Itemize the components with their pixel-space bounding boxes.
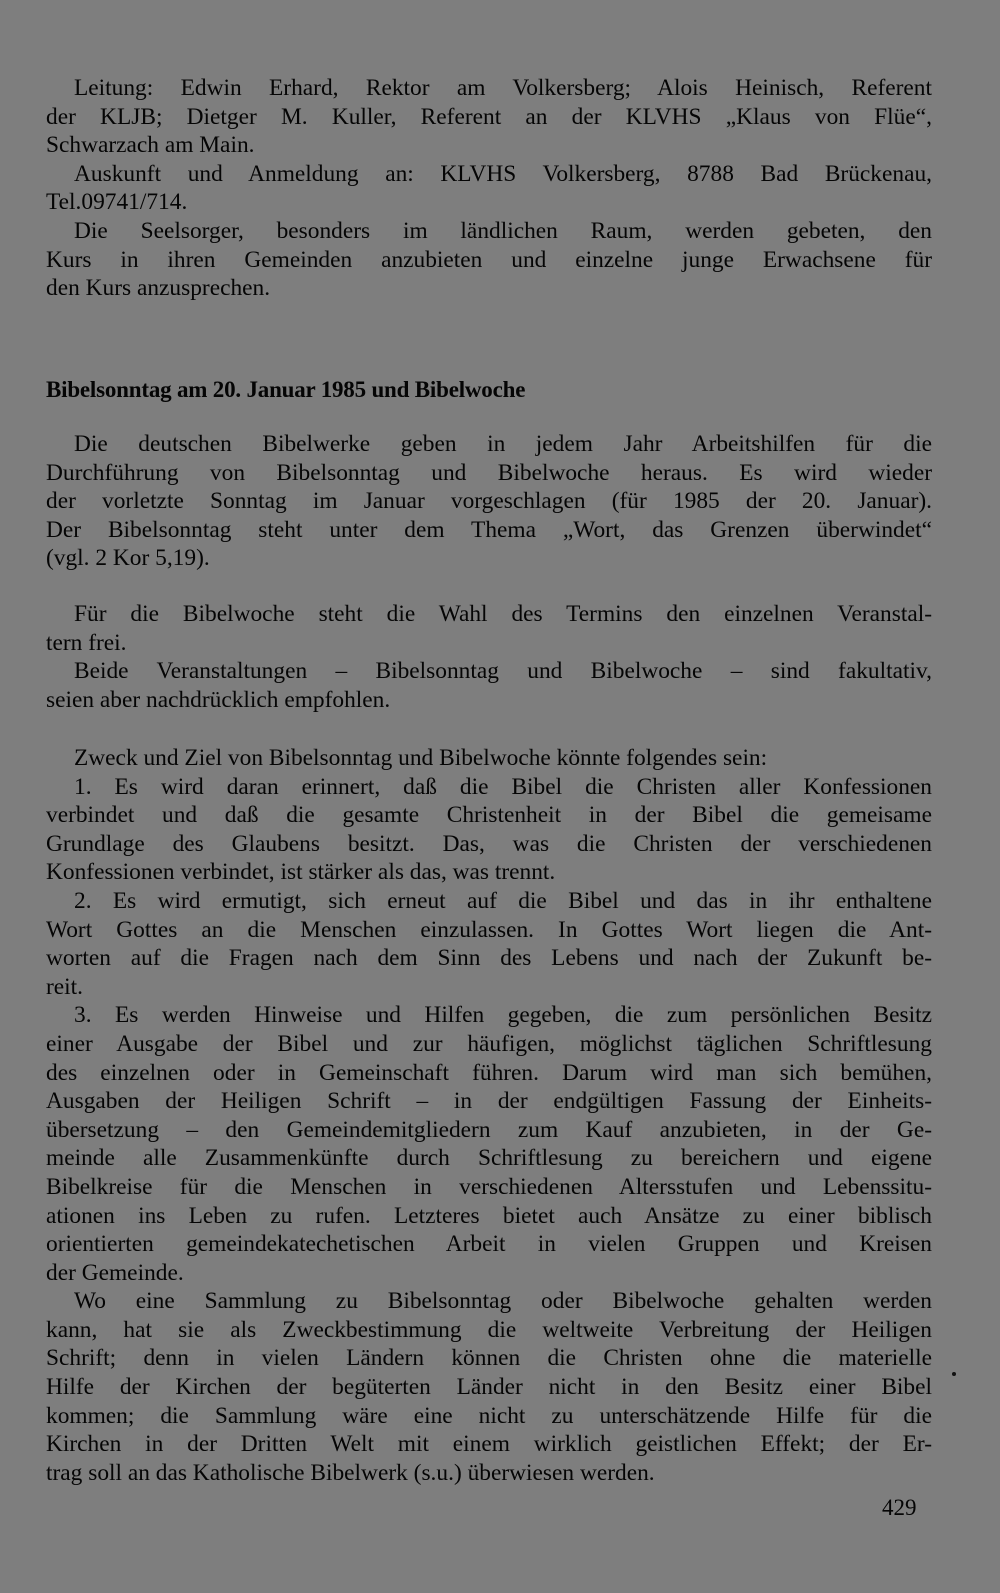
margin-dot [952, 1372, 956, 1376]
text-line: Schwarzach am Main. [46, 132, 255, 159]
page-number: 429 [882, 1495, 917, 1520]
text-line: meinde alle Zusammenkünfte durch Schriftlesung zu bereichern und eigene [46, 1145, 932, 1172]
text-line: Konfessionen verbindet, ist stärker als das, was trennt. [46, 859, 556, 886]
text-line: verbindet und daß die gesamte Christenheit in der Bibel die gemeisame [46, 802, 932, 829]
text-line: Kirchen in der Dritten Welt mit einem wirklich geistlichen Effekt; der Er- [46, 1431, 932, 1458]
purpose-paragraphs [46, 744, 932, 1487]
text-line: Bibelkreise für die Menschen in verschiedenen Altersstufen und Lebenssitu- [46, 1173, 932, 1200]
text-line: 1. Es wird daran erinnert, daß die Bibel die Christen aller Konfessionen [74, 773, 932, 800]
text-line: Tel.09741/714. [46, 189, 188, 216]
text-line: Für die Bibelwoche steht die Wahl des Termins den einzelnen Veranstal- [74, 601, 932, 627]
text-line: orientierten gemeindekatechetischen Arbeit in vielen Gruppen und Kreisen [46, 1231, 932, 1258]
text-line: Ausgaben der Heiligen Schrift – in der endgültigen Fassung der Einheits- [46, 1088, 932, 1115]
text-line: (vgl. 2 Kor 5,19). [46, 545, 210, 572]
text-line: worten auf die Fragen nach dem Sinn des Lebens und nach der Zukunft be- [46, 945, 932, 972]
text-line: des einzelnen oder in Gemeinschaft führen. Darum wird man sich bemühen, [46, 1059, 932, 1086]
bibelwerke-paragraph [46, 430, 932, 573]
text-line: Wo eine Sammlung zu Bibelsonntag oder Bibelwoche gehalten werden [74, 1288, 932, 1315]
text-line: Auskunft und Anmeldung an: KLVHS Volkersberg, 8788 Bad Brückenau, [74, 160, 932, 187]
section-heading: Bibelsonntag am 20. Januar 1985 und Bibelwoche [46, 377, 526, 402]
text-line: tern frei. [46, 629, 127, 656]
text-line: der vorletzte Sonntag im Januar vorgeschlagen (für 1985 der 20. Januar). [46, 488, 932, 515]
text-line: kann, hat sie als Zweckbestimmung die weltweite Verbreitung der Heiligen [46, 1316, 932, 1343]
text-line: Die Seelsorger, besonders im ländlichen Raum, werden gebeten, den [74, 217, 932, 244]
text-line: Der Bibelsonntag steht unter dem Thema „Wort, das Grenzen überwindet“ [46, 516, 932, 543]
text-line: reit. [46, 973, 84, 1000]
text-line: Durchführung von Bibelsonntag und Bibelwoche heraus. Es wird wieder [46, 459, 932, 486]
text-line: ationen ins Leben zu rufen. Letzteres bietet auch Ansätze zu einer biblisch [46, 1202, 932, 1229]
text-line: der KLJB; Dietger M. Kuller, Referent an der KLVHS „Klaus von Flüe“, [46, 103, 932, 130]
text-line: Hilfe der Kirchen der begüterten Länder nicht in den Besitz einer Bibel [46, 1374, 932, 1401]
text-line: kommen; die Sammlung wäre eine nicht zu unterschätzende Hilfe für die [46, 1402, 932, 1429]
text-line: 2. Es wird ermutigt, sich erneut auf die Bibel und das in ihr enthaltene [74, 887, 932, 914]
text-line: Beide Veranstaltungen – Bibelsonntag und Bibelwoche – sind fakultativ, [74, 658, 932, 685]
text-line: übersetzung – den Gemeindemitgliedern zum Kauf anzubieten, in der Ge- [46, 1116, 932, 1143]
text-line: Schrift; denn in vielen Ländern können die Christen ohne die materielle [46, 1345, 932, 1372]
text-line: einer Ausgabe der Bibel und zur häufigen, möglichst täglichen Schriftlesung [46, 1030, 932, 1057]
text-line: Die deutschen Bibelwerke geben in jedem Jahr Arbeitshilfen für die [74, 431, 932, 457]
text-line: Zweck und Ziel von Bibelsonntag und Bibelwoche könnte folgendes sein: [74, 745, 768, 771]
text-line: Wort Gottes an die Menschen einzulassen. In Gottes Wort liegen die Ant- [46, 916, 932, 943]
text-line: 3. Es werden Hinweise und Hilfen gegeben, die zum persönlichen Besitz [74, 1002, 932, 1029]
text-line: seien aber nachdrücklich empfohlen. [46, 686, 391, 713]
text-line: Leitung: Edwin Erhard, Rektor am Volkersberg; Alois Heinisch, Referent [74, 75, 932, 101]
text-line: Grundlage des Glaubens besitzt. Das, was die Christen der verschiedenen [46, 830, 932, 857]
bibelwoche-paragraph [46, 600, 932, 714]
text-line: trag soll an das Katholische Bibelwerk (s.u.) überwiesen werden. [46, 1459, 655, 1486]
course-info-paragraphs [46, 74, 932, 303]
text-line: Kurs in ihren Gemeinden anzubieten und einzelne junge Erwachsene für [46, 246, 932, 273]
text-line: den Kurs anzusprechen. [46, 275, 271, 302]
text-line: der Gemeinde. [46, 1259, 184, 1286]
